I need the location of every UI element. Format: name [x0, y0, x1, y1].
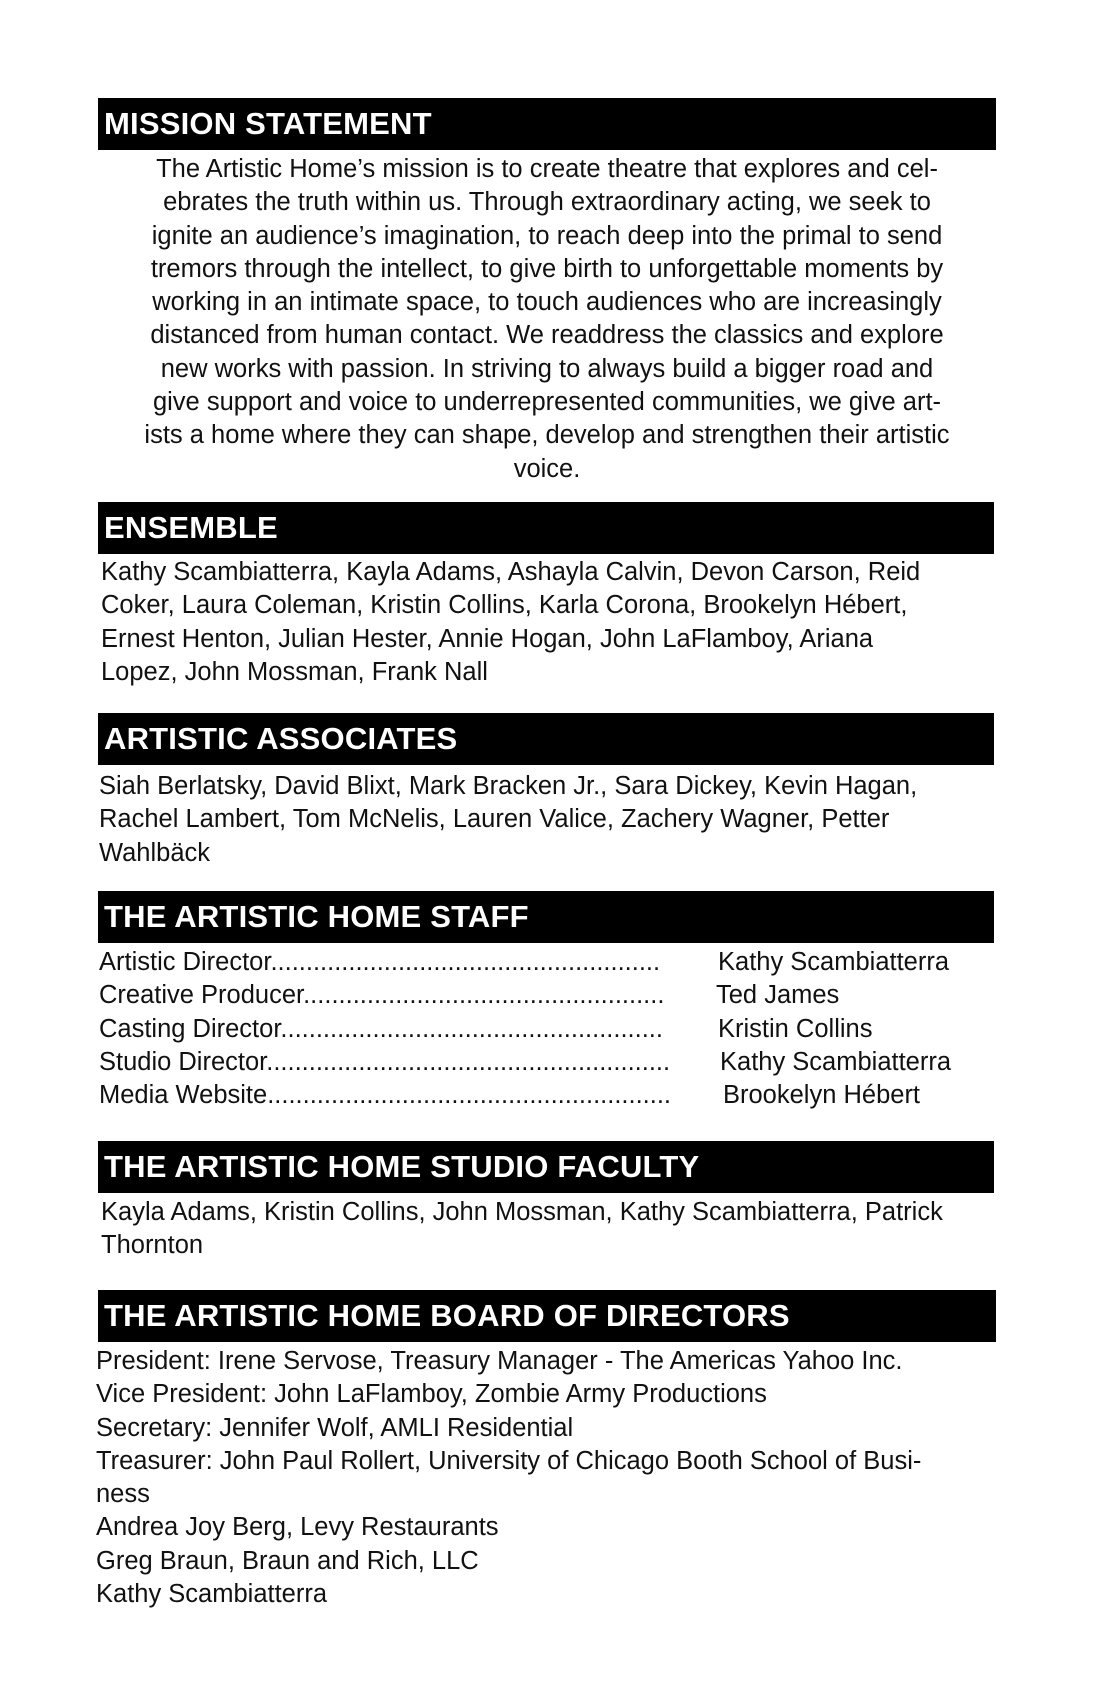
- staff-name: Kristin Collins: [718, 1014, 873, 1043]
- text-line: Vice President: John LaFlamboy, Zombie Army Productions: [96, 1380, 767, 1409]
- text-line: President: Irene Servose, Treasury Manager - The Americas Yahoo Inc.: [96, 1347, 903, 1375]
- staff-role: Creative Producer...................................................: [99, 981, 665, 1010]
- ensemble-heading: ENSEMBLE: [98, 502, 994, 554]
- text-line: Greg Braun, Braun and Rich, LLC: [96, 1546, 479, 1575]
- text-line: ignite an audience’s imagination, to reach deep into the primal to send: [151, 221, 943, 250]
- text-line: Thornton: [101, 1231, 204, 1260]
- staff-heading: THE ARTISTIC HOME STAFF: [98, 891, 994, 943]
- board-heading: THE ARTISTIC HOME BOARD OF DIRECTORS: [98, 1290, 996, 1342]
- mission-text: [98, 153, 996, 486]
- text-line: working in an intimate space, to touch audiences who are increasingly: [152, 288, 942, 317]
- text-line: Kathy Scambiatterra, Kayla Adams, Ashayla Calvin, Devon Carson, Reid: [101, 558, 921, 586]
- staff-row: [99, 979, 999, 1012]
- text-line: ists a home where they can shape, develop and strengthen their artistic: [144, 421, 950, 450]
- text-line: new works with passion. In striving to always build a bigger road and: [160, 354, 934, 383]
- staff-role: Media Website.........................................................: [99, 1081, 672, 1110]
- text-line: Treasurer: John Paul Rollert, University of Chicago Booth School of Busi-: [96, 1446, 922, 1475]
- text-line: Lopez, John Mossman, Frank Nall: [101, 657, 488, 686]
- faculty-heading: THE ARTISTIC HOME STUDIO FACULTY: [98, 1141, 994, 1193]
- text-line: Coker, Laura Coleman, Kristin Collins, Karla Corona, Brookelyn Hébert,: [101, 591, 908, 620]
- text-line: ebrates the truth within us. Through extraordinary acting, we seek to: [163, 188, 931, 217]
- staff-row: [99, 1046, 999, 1079]
- staff-name: Kathy Scambiatterra: [718, 948, 950, 976]
- text-line: voice.: [513, 454, 581, 483]
- staff-row: [99, 946, 999, 979]
- text-line: give support and voice to underrepresented communities, we give art-: [152, 388, 942, 417]
- text-line: Siah Berlatsky, David Blixt, Mark Bracken Jr., Sara Dickey, Kevin Hagan,: [99, 772, 918, 800]
- text-line: tremors through the intellect, to give birth to unforgettable moments by: [150, 254, 944, 283]
- text-line: distanced from human contact. We readdress the classics and explore: [150, 321, 944, 350]
- staff-list: [99, 946, 999, 1112]
- staff-role: Artistic Director.......................................................: [99, 948, 661, 976]
- staff-name: Ted James: [716, 981, 840, 1010]
- text-line: Andrea Joy Berg, Levy Restaurants: [96, 1513, 499, 1542]
- faculty-list: [101, 1196, 1001, 1263]
- text-line: Rachel Lambert, Tom McNelis, Lauren Valice, Zachery Wagner, Petter: [99, 805, 890, 834]
- staff-role: Casting Director......................................................: [99, 1014, 663, 1043]
- staff-role: Studio Director.........................................................: [99, 1047, 671, 1076]
- text-line: Secretary: Jennifer Wolf, AMLI Residential: [96, 1413, 574, 1442]
- associates-list: [99, 770, 999, 870]
- staff-row: [99, 1013, 999, 1046]
- text-line: ness: [96, 1480, 150, 1509]
- text-line: Wahlbäck: [99, 838, 211, 867]
- board-list: [96, 1345, 1001, 1611]
- staff-name: Brookelyn Hébert: [723, 1081, 921, 1110]
- mission-heading: MISSION STATEMENT: [98, 98, 996, 150]
- staff-name: Kathy Scambiatterra: [720, 1047, 952, 1076]
- text-line: Kathy Scambiatterra: [96, 1580, 328, 1609]
- text-line: Ernest Henton, Julian Hester, Annie Hogan, John LaFlamboy, Ariana: [101, 624, 874, 653]
- text-line: The Artistic Home’s mission is to create theatre that explores and cel-: [156, 155, 938, 183]
- ensemble-list: [101, 556, 1001, 689]
- associates-heading: ARTISTIC ASSOCIATES: [98, 713, 994, 765]
- staff-row: [99, 1079, 999, 1112]
- text-line: Kayla Adams, Kristin Collins, John Mossman, Kathy Scambiatterra, Patrick: [101, 1198, 943, 1226]
